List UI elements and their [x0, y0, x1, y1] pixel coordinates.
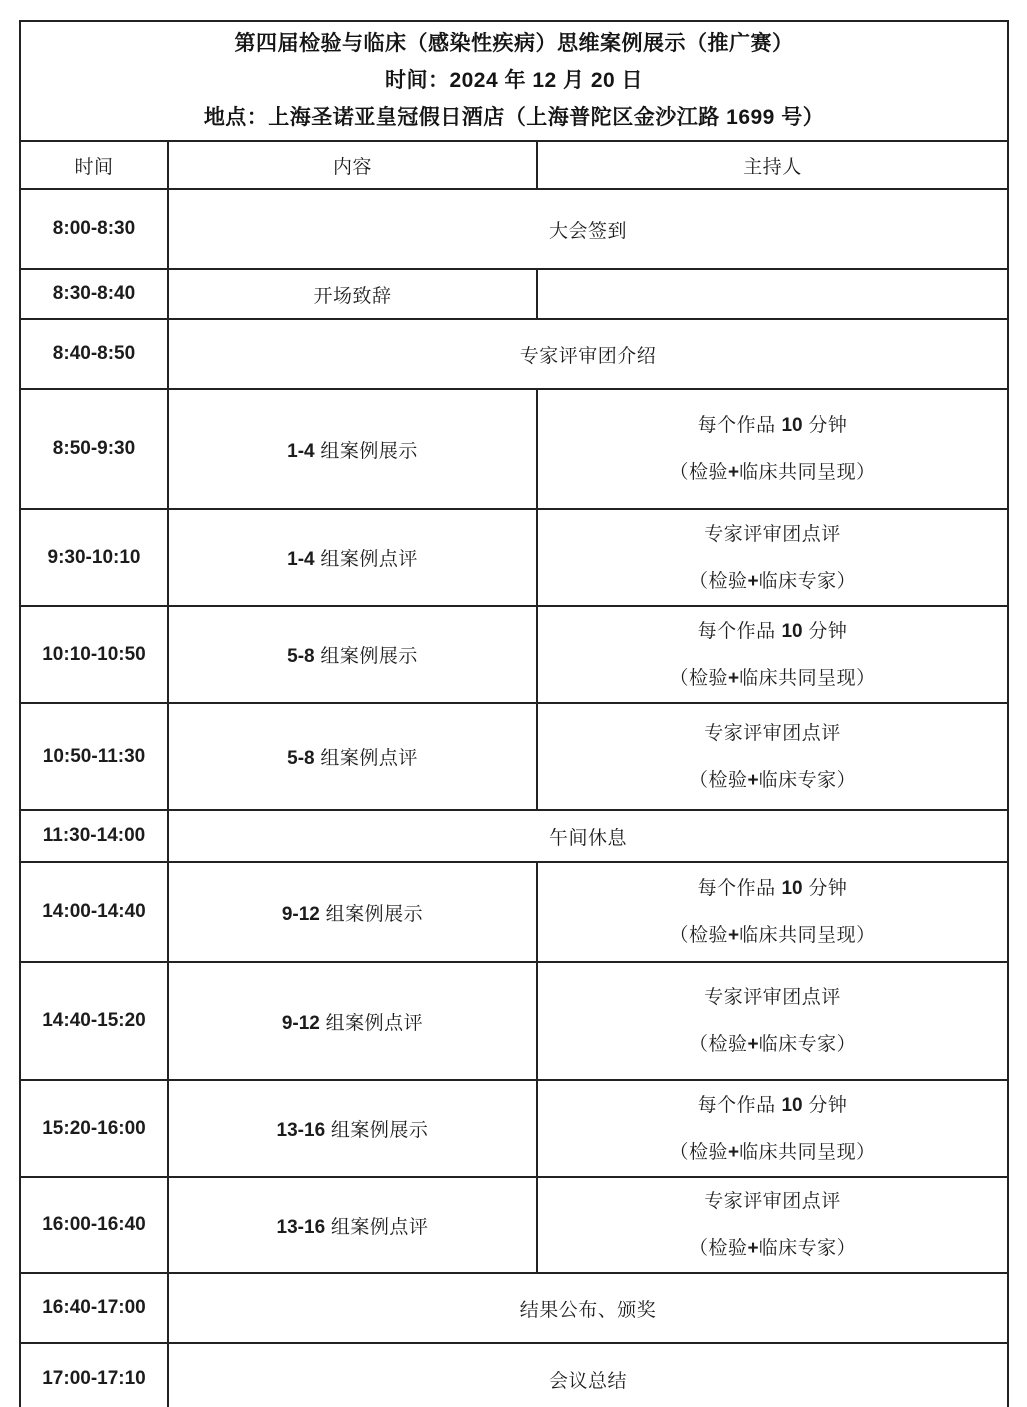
host-line: 专家评审团点评 [704, 523, 841, 545]
table-row [20, 319, 1008, 389]
time-cell: 8:50-9:30 [20, 389, 168, 509]
schedule-document [19, 20, 1007, 1407]
time-cell: 15:20-16:00 [20, 1080, 168, 1177]
table-row [20, 1273, 1008, 1343]
host-cell [537, 606, 1008, 703]
host-cell [537, 862, 1008, 962]
host-line: 专家评审团点评 [704, 722, 841, 744]
time-cell: 9:30-10:10 [20, 509, 168, 606]
table-row [20, 1343, 1008, 1407]
event-date: 时间：2024 年 12 月 20 日 [384, 69, 644, 92]
content-cell: 13-16 组案例点评 [168, 1177, 537, 1273]
host-line: 每个作品 10 分钟 [697, 620, 848, 642]
table-row [20, 810, 1008, 862]
table-row [20, 389, 1008, 509]
content-cell: 13-16 组案例展示 [168, 1080, 537, 1177]
content-cell-merged: 专家评审团介绍 [168, 319, 1008, 389]
host-line: （检验+临床专家） [688, 1034, 857, 1055]
host-cell [537, 389, 1008, 509]
host-line: 专家评审团点评 [704, 1191, 841, 1212]
table-row [20, 606, 1008, 703]
content-cell: 5-8 组案例点评 [168, 703, 537, 810]
content-cell: 5-8 组案例展示 [168, 606, 537, 703]
host-cell [537, 1177, 1008, 1273]
schedule-rows [20, 189, 1008, 1407]
time-cell: 8:00-8:30 [20, 189, 168, 269]
host-line: 每个作品 10 分钟 [697, 415, 848, 436]
table-row [20, 269, 1008, 319]
title-row [20, 21, 1008, 141]
schedule-table [19, 20, 1009, 1407]
content-cell: 1-4 组案例展示 [168, 389, 537, 509]
table-row [20, 962, 1008, 1080]
content-cell-merged: 大会签到 [168, 189, 1008, 269]
content-cell: 9-12 组案例点评 [168, 962, 537, 1080]
host-line: （检验+临床共同呈现） [669, 667, 876, 689]
time-cell: 10:10-10:50 [20, 606, 168, 703]
host-line: 每个作品 10 分钟 [697, 878, 848, 899]
table-row [20, 862, 1008, 962]
table-row [20, 189, 1008, 269]
content-cell-merged: 会议总结 [168, 1343, 1008, 1407]
col-header-host: 主持人 [537, 141, 1008, 189]
host-line: （检验+临床共同呈现） [669, 1141, 876, 1163]
table-row [20, 509, 1008, 606]
table-row [20, 1177, 1008, 1273]
col-header-time: 时间 [20, 141, 168, 189]
time-cell: 10:50-11:30 [20, 703, 168, 810]
host-cell [537, 269, 1008, 319]
time-cell: 8:40-8:50 [20, 319, 168, 389]
table-header-row [20, 141, 1008, 189]
time-cell: 8:30-8:40 [20, 269, 168, 319]
table-row [20, 1080, 1008, 1177]
host-line: （检验+临床专家） [688, 570, 857, 592]
host-line: （检验+临床专家） [688, 1238, 857, 1259]
table-row [20, 703, 1008, 810]
col-header-content: 内容 [168, 141, 537, 189]
time-cell: 11:30-14:00 [20, 810, 168, 862]
host-line: （检验+临床共同呈现） [669, 462, 876, 483]
document-title: 第四届检验与临床（感染性疾病）思维案例展示（推广赛） [234, 32, 794, 55]
host-cell [537, 962, 1008, 1080]
content-cell: 开场致辞 [168, 269, 537, 319]
time-cell: 14:40-15:20 [20, 962, 168, 1080]
host-line: （检验+临床专家） [688, 769, 857, 791]
content-cell-merged: 午间休息 [168, 810, 1008, 862]
host-cell [537, 509, 1008, 606]
time-cell: 17:00-17:10 [20, 1343, 168, 1407]
host-line: 专家评审团点评 [704, 987, 841, 1008]
content-cell: 9-12 组案例展示 [168, 862, 537, 962]
content-cell-merged: 结果公布、颁奖 [168, 1273, 1008, 1343]
title-and-header [20, 21, 1008, 189]
event-location: 地点：上海圣诺亚皇冠假日酒店（上海普陀区金沙江路 1699 号） [203, 106, 825, 129]
time-cell: 14:00-14:40 [20, 862, 168, 962]
host-cell [537, 1080, 1008, 1177]
title-block [20, 21, 1008, 141]
time-cell: 16:40-17:00 [20, 1273, 168, 1343]
content-cell: 1-4 组案例点评 [168, 509, 537, 606]
host-cell [537, 703, 1008, 810]
host-line: （检验+临床共同呈现） [669, 925, 876, 946]
time-cell: 16:00-16:40 [20, 1177, 168, 1273]
host-line: 每个作品 10 分钟 [697, 1094, 848, 1116]
